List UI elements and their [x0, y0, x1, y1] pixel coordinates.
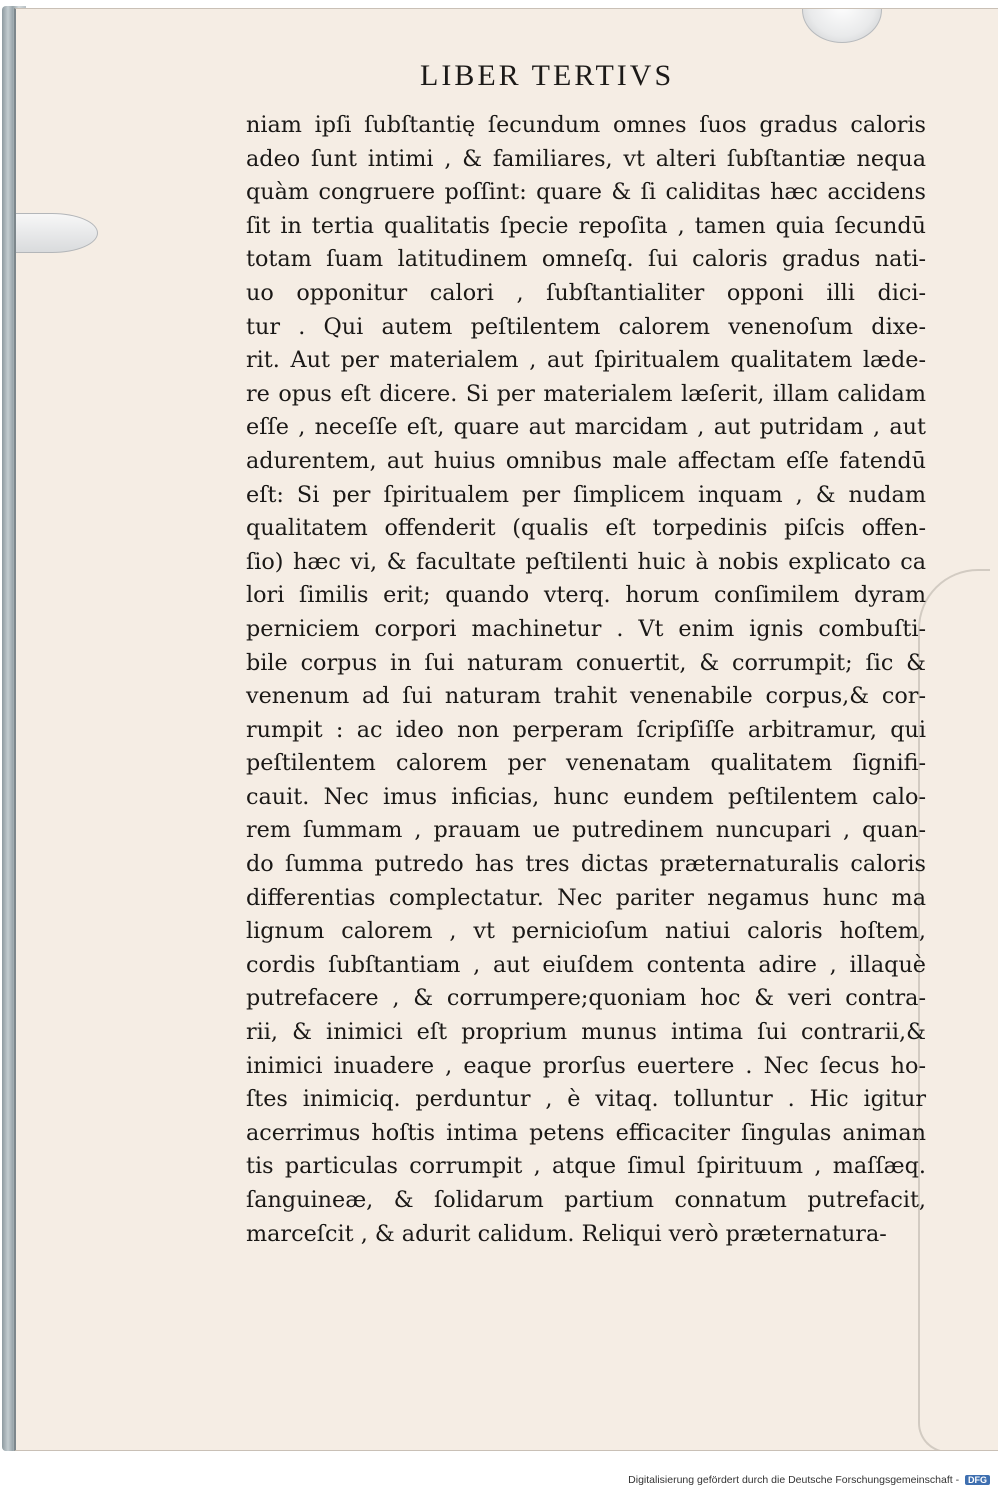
text-line: rumpit : ac ideo non perperam ſcripſiſſe arbitramur, qui: [246, 716, 926, 743]
left-clip: [14, 213, 98, 253]
text-line: eſt: Si per ſpiritualem per ſimplicem inquam , & nudam: [246, 481, 926, 508]
text-line: perniciem corpori machinetur . Vt enim ignis combuſti-: [246, 615, 926, 642]
text-line: do ſumma putredo has tres dictas præternaturalis caloris: [246, 851, 926, 878]
text-line: ſanguineæ, & ſolidarum partium connatum putrefacit,: [246, 1187, 926, 1213]
right-clip-shadow: [918, 569, 990, 1451]
text-line: ſio) hæc vi, & facultate peſtilenti huic à nobis explicato ca: [246, 548, 926, 575]
body-text: [246, 109, 926, 1251]
digitization-footer: [628, 1474, 990, 1486]
dfg-logo-icon: DFG: [965, 1475, 990, 1485]
text-line: adeo ſunt intimi , & familiares, vt alteri ſubſtantiæ nequa: [246, 145, 926, 172]
text-line: eſſe , neceſſe eſt, quare aut marcidam , aut putridam , aut: [246, 414, 926, 441]
text-line: re opus eſt dicere. Si per materialem læſerit, illam calidam: [246, 380, 926, 407]
text-line: peſtilentem calorem per venenatam qualitatem ſignifi-: [246, 750, 926, 777]
text-line: lori ſimilis erit; quando vterq. horum conſimilem dyram: [246, 582, 926, 609]
text-line: marceſcit , & adurit calidum. Reliqui verò præternatura-: [246, 1220, 887, 1247]
text-line: differentias complectatur. Nec pariter negamus hunc ma: [246, 884, 926, 911]
text-line: quàm congruere poſſint: quare & ſi caliditas hæc accidens: [246, 179, 926, 206]
text-line: rii, & inimici eſt proprium munus intima ſui contrarii,&: [246, 1019, 926, 1046]
footer-text: Digitalisierung gefördert durch die Deutsche Forschungsgemeinschaft -: [628, 1474, 960, 1486]
text-line: rit. Aut per materialem , aut ſpiritualem qualitatem læde-: [246, 347, 926, 374]
text-line: qualitatem offenderit (qualis eſt torpedinis piſcis offen-: [246, 515, 926, 542]
top-clip: [802, 8, 882, 43]
book-page: [14, 8, 998, 1451]
text-line: lignum calorem , vt pernicioſum natiui caloris hoſtem,: [246, 918, 926, 945]
text-line: putrefacere , & corrumpere;quoniam hoc & veri contra-: [246, 985, 926, 1012]
text-line: ſtes inimiciq. perduntur , è vitaq. tolluntur . Hic igitur: [246, 1086, 926, 1113]
text-line: rem ſummam , prauam ue putredinem nuncupari , quan-: [246, 817, 926, 844]
text-line: inimici inuadere , eaque prorſus euertere . Nec ſecus ho-: [246, 1052, 926, 1079]
text-line: tis particulas corrumpit , atque ſimul ſpirituum , maſſæq.: [246, 1153, 926, 1180]
text-line: bile corpus in ſui naturam conuertit, & corrumpit; ſic &: [246, 649, 926, 676]
text-line: acerrimus hoſtis intima petens efficaciter ſingulas animan: [246, 1119, 926, 1146]
text-line: tur . Qui autem peſtilentem calorem venenoſum dixe-: [246, 313, 926, 340]
text-line: totam ſuam latitudinem omneſq. ſui caloris gradus nati-: [246, 246, 926, 273]
text-line: adurentem, aut huius omnibus male affectam eſſe fatendū: [246, 447, 926, 474]
text-line: venenum ad ſui naturam trahit venenabile corpus,& cor-: [246, 683, 926, 710]
text-line: niam ipſi ſubſtantię ſecundum omnes ſuos gradus caloris: [246, 112, 926, 138]
text-line: ſit in tertia qualitatis ſpecie repoſita , tamen quia ſecundū: [246, 212, 926, 239]
text-line: uo opponitur calori , ſubſtantialiter opponi illi dici-: [246, 279, 926, 306]
text-line: cauit. Nec imus inficias, hunc eundem peſtilentem calo-: [246, 783, 926, 810]
text-line: cordis ſubſtantiam , aut eiuſdem contenta adire , illaquè: [246, 951, 926, 978]
running-head: LIBER TERTIVS: [420, 59, 675, 92]
